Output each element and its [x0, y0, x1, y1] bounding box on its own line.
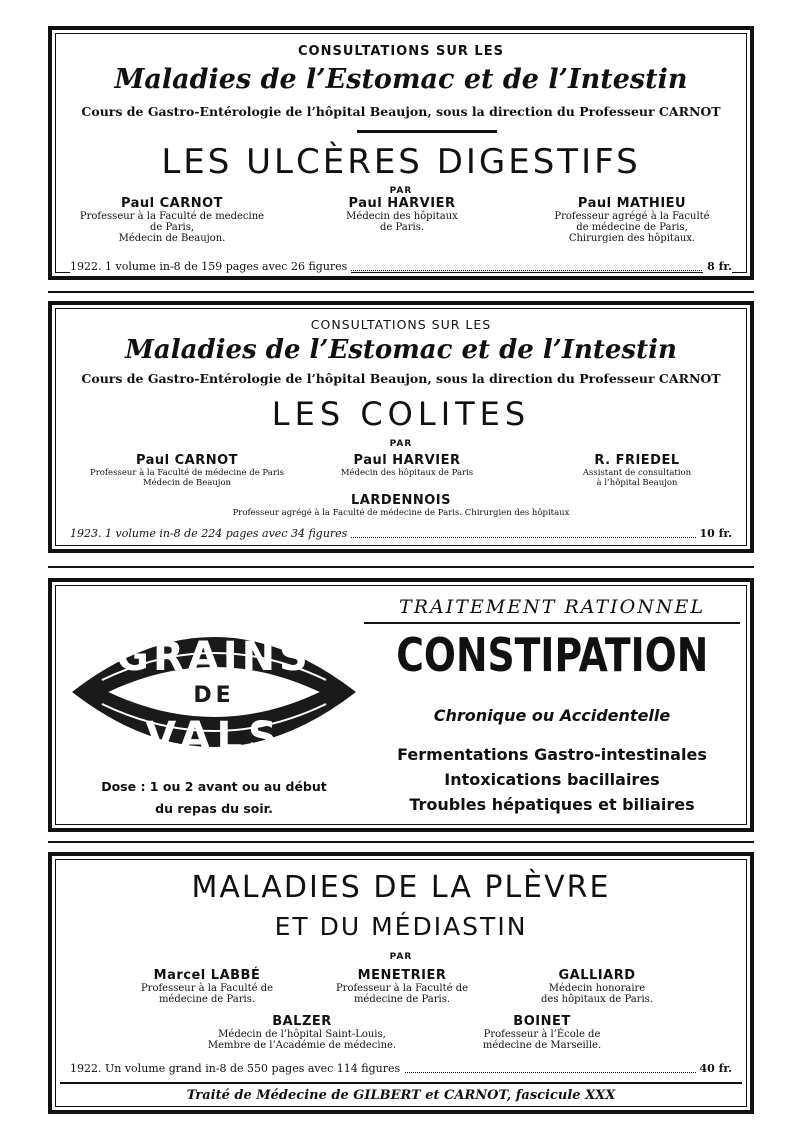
ad1-par: PAR — [389, 186, 413, 196]
ad3-indications — [362, 742, 742, 817]
ad-grains-de-vals — [48, 578, 754, 832]
ad4-author-labbe — [112, 968, 302, 1005]
author-title: Médecin honoraire — [548, 983, 646, 994]
author-title: médecine de Paris. — [158, 994, 256, 1005]
ad2-edition: 1923. 1 volume in-8 de 224 pages avec 34 figures — [70, 527, 351, 540]
author-title: de Paris, — [149, 222, 195, 233]
ad2-book-title: LES COLITES — [271, 395, 531, 433]
ad4-edition: 1922. Un volume grand in-8 de 550 pages avec 114 figures — [70, 1062, 404, 1075]
ad4-price: 40 fr. — [696, 1062, 732, 1075]
author-name: GALLIARD — [558, 968, 636, 983]
ad-ulceres-digestifs — [48, 26, 754, 280]
author-title: médecine de Paris. — [353, 994, 451, 1005]
ad3-kicker-rule — [364, 622, 740, 624]
author-title: Médecin des hôpitaux de Paris — [340, 468, 474, 478]
ad4-footer-rule — [60, 1082, 742, 1084]
ad1-author-harvier — [307, 196, 497, 233]
ad-colites — [48, 301, 754, 553]
author-title: médecine de Marseille. — [482, 1040, 602, 1051]
dose-text — [66, 776, 362, 820]
separator-rule — [48, 566, 754, 568]
author-name: BOINET — [513, 1014, 571, 1029]
ad1-edition-line — [70, 260, 732, 274]
ad4-edition-line — [70, 1062, 732, 1076]
ad1-kicker: CONSULTATIONS SUR LES — [298, 44, 504, 59]
author-name: Paul CARNOT — [135, 453, 239, 468]
ad4-title-line2: ET DU MÉDIASTIN — [274, 912, 528, 941]
ad1-author-mathieu — [532, 196, 732, 244]
ad4-author-galliard — [502, 968, 692, 1005]
ad1-course-line: Cours de Gastro-Entérologie de l’hôpital Beaujon, sous la direction du Professeur CARNOT — [81, 104, 721, 119]
author-name: Paul CARNOT — [120, 196, 224, 211]
author-name: R. FRIEDEL — [594, 453, 680, 468]
ad3-headline: CONSTIPATION — [396, 628, 709, 682]
grains-de-vals-logo — [66, 610, 362, 774]
author-title: Assistant de consultation — [582, 468, 692, 478]
ad1-edition: 1922. 1 volume in-8 de 159 pages avec 26 figures — [70, 260, 351, 273]
logo-top-word: GRAINS — [116, 634, 312, 680]
author-title: Professeur agrégé à la Faculté de médecine de Paris. Chirurgien des hôpitaux — [232, 508, 570, 518]
author-title: Membre de l’Académie de médecine. — [207, 1040, 397, 1051]
author-title: Chirurgien des hôpitaux. — [568, 233, 696, 244]
separator-rule — [48, 291, 754, 293]
dose-line: Dose : 1 ou 2 avant ou au début — [101, 779, 327, 794]
ad2-author-carnot — [72, 453, 302, 488]
ad1-series-title: Maladies de l’Estomac et de l’Intestin — [114, 64, 688, 95]
ad2-author-harvier — [322, 453, 492, 478]
author-name: Paul MATHIEU — [577, 196, 687, 211]
ad3-kicker: TRAITEMENT RATIONNEL — [399, 596, 705, 618]
ad4-author-boinet — [452, 1014, 632, 1051]
ad1-author-carnot — [72, 196, 272, 244]
author-title: Médecin des hôpitaux — [346, 211, 458, 222]
author-title: Professeur à la Faculté de — [335, 983, 469, 994]
ad4-footer: Traité de Médecine de GILBERT et CARNOT, fascicule XXX — [186, 1088, 616, 1103]
ad2-course-line: Cours de Gastro-Entérologie de l’hôpital Beaujon, sous la direction du Professeur CARNOT — [81, 371, 721, 386]
author-title: Médecin de Beaujon. — [118, 233, 226, 244]
author-name: Paul HARVIER — [353, 453, 461, 468]
ad3-subhead: Chronique ou Accidentelle — [433, 706, 671, 725]
author-title: Médecin de l’hôpital Saint-Louis, — [218, 1029, 386, 1040]
indication-item: Troubles hépatiques et biliaires — [409, 795, 695, 814]
ad2-kicker: CONSULTATIONS SUR LES — [310, 317, 492, 332]
author-title: de médecine de Paris, — [576, 222, 688, 233]
indication-item: Fermentations Gastro-intestinales — [397, 745, 707, 764]
ad1-book-title: LES ULCÈRES DIGESTIFS — [161, 142, 641, 182]
ad4-author-menetrier — [312, 968, 492, 1005]
logo-dot-left: • — [120, 725, 130, 744]
ad4-author-balzer — [192, 1014, 412, 1051]
author-title: Professeur à la Faculté de — [140, 983, 274, 994]
ad2-author-friedel — [552, 453, 722, 488]
author-title: Professeur à la Faculté de medecine — [79, 211, 265, 222]
ad1-divider — [357, 130, 497, 133]
author-title: Professeur à l’École de — [483, 1029, 601, 1040]
author-name: MENETRIER — [357, 968, 447, 983]
logo-middle-word: DE — [193, 683, 235, 708]
author-title: à l’hôpital Beaujon — [596, 478, 678, 488]
author-name: BALZER — [272, 1014, 332, 1029]
ad4-title-line1: MALADIES DE LA PLÈVRE — [191, 870, 611, 905]
ad2-par: PAR — [389, 439, 413, 449]
ad2-author-lardennois — [52, 493, 750, 518]
ad-maladies-plevre — [48, 852, 754, 1114]
ad2-series-title: Maladies de l’Estomac et de l’Intestin — [125, 335, 677, 365]
logo-bottom-word: VALS — [145, 714, 283, 760]
logo-dot-right: • — [298, 725, 308, 744]
dose-line: du repas du soir. — [155, 801, 273, 816]
ad1-price: 8 fr. — [703, 260, 732, 273]
ad2-edition-line — [70, 527, 732, 541]
author-title: Professeur à la Faculté de médecine de Paris — [90, 468, 284, 478]
author-name: LARDENNOIS — [350, 493, 452, 508]
author-name: Marcel LABBÉ — [153, 968, 261, 983]
ad2-price: 10 fr. — [696, 527, 732, 540]
author-title: Médecin de Beaujon — [142, 478, 232, 488]
author-name: Paul HARVIER — [348, 196, 456, 211]
ad4-par: PAR — [389, 952, 413, 962]
author-title: de Paris. — [379, 222, 425, 233]
author-title: Professeur agrégé à la Faculté — [554, 211, 710, 222]
author-title: des hôpitaux de Paris. — [541, 994, 653, 1005]
indication-item: Intoxications bacillaires — [444, 770, 660, 789]
separator-rule — [48, 841, 754, 843]
